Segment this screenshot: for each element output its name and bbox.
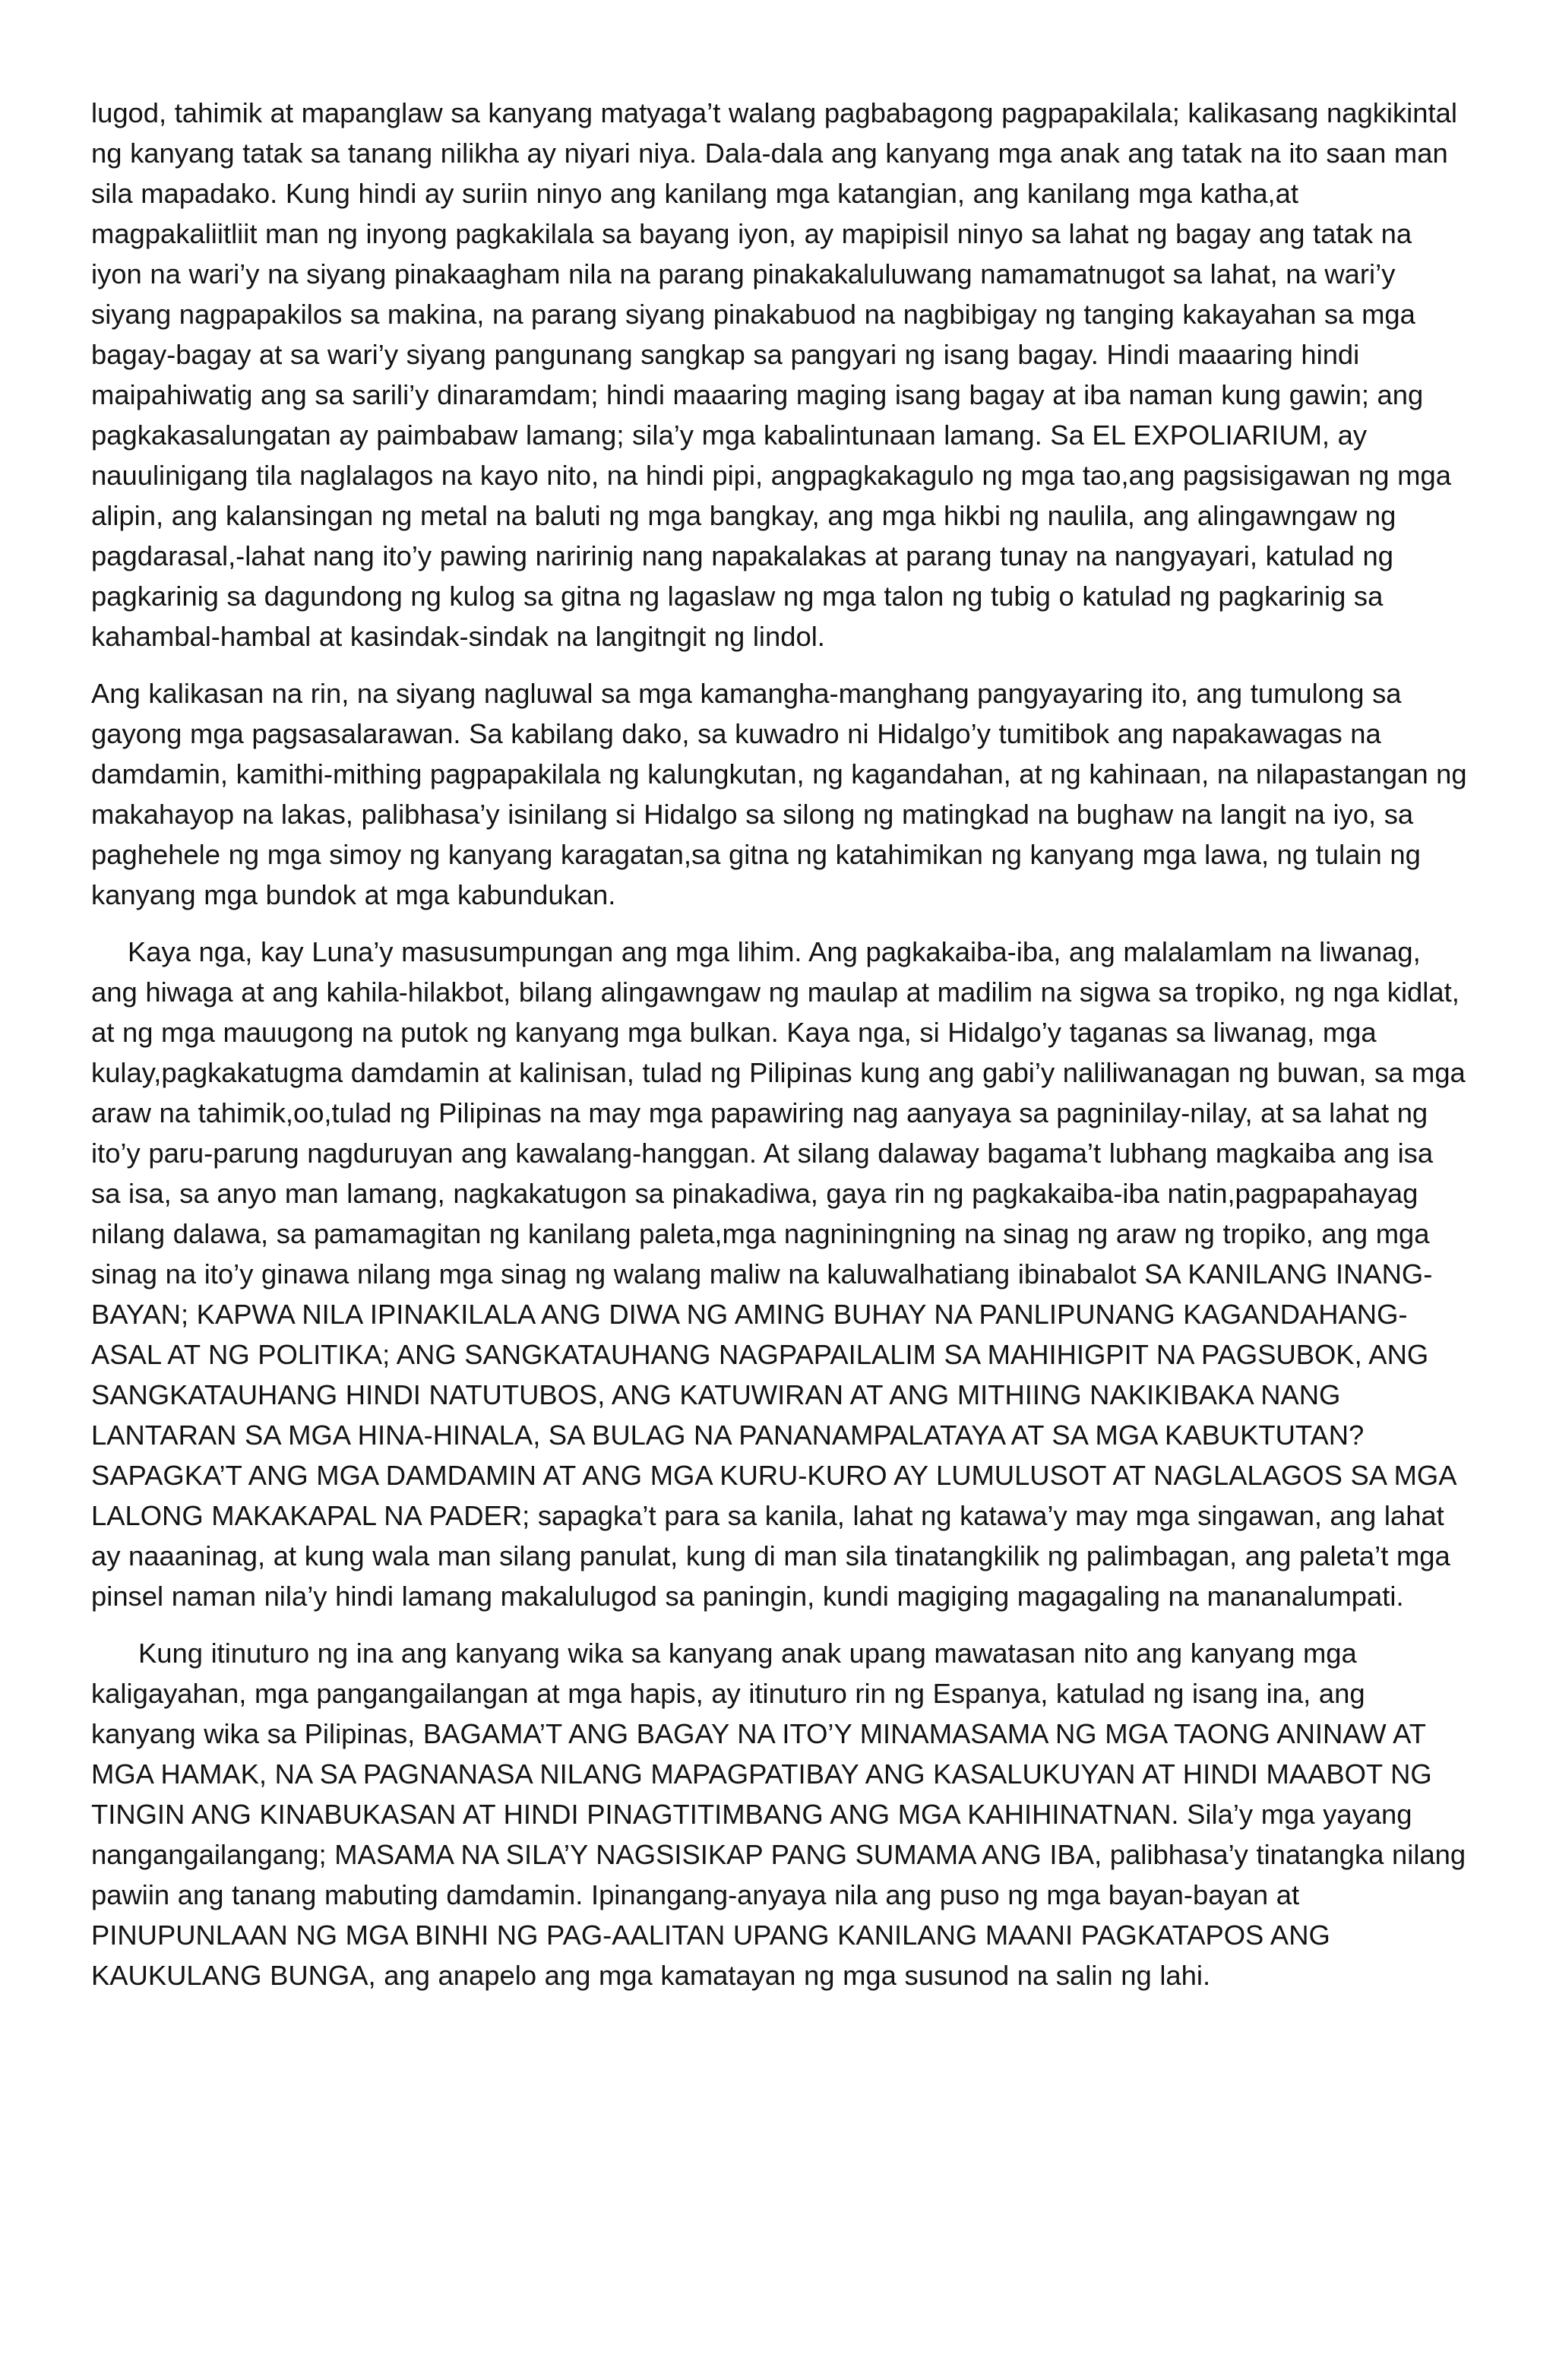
- paragraph-4: Kung itinuturo ng ina ang kanyang wika sa kanyang anak upang mawatasan nito ang kanyang mga kaligayahan, mga pangangailangan at mga hapis, ay itinuturo rin ng Espanya, katulad ng isang ina, ang kanyang wika sa Pilipinas, BAGAMA’T ANG BAGAY NA ITO’Y MINAMASAMA NG MGA TAONG ANINAW AT MGA HAMAK, NA SA PAGNANASA NILANG MAPAGPATIBAY ANG KASALUKUYAN AT HINDI MAABOT NG TINGIN ANG KINABUKASAN AT HINDI PINAGTITIMBANG ANG MGA KAHIHINATNAN. Sila’y mga yayang nangangailangang; MASAMA NA SILA’Y NAGSISIKAP PANG SUMAMA ANG IBA, palibhasa’y tinatangka nilang pawiin ang tanang mabuting damdamin. Ipinangang-anyaya nila ang puso ng mga bayan-bayan at PINUPUNLAAN NG MGA BINHI NG PAG-AALITAN UPANG KANILANG MAANI PAGKATAPOS ANG KAUKULANG BUNGA, ang anapelo ang mga kamatayan ng mga susunod na salin ng lahi.: [91, 1638, 1466, 1991]
- paragraph-1: lugod, tahimik at mapanglaw sa kanyang matyaga’t walang pagbabagong pagpapakilala; kalikasang nagkikintal ng kanyang tatak sa tanang nilikha ay niyari niya. Dala-dala ang kanyang mga anak ang tatak na ito saan man sila mapadako. Kung hindi ay suriin ninyo ang kanilang mga katangian, ang kanilang mga katha,at magpakaliitliit man ng inyong pagkakilala sa bayang iyon, ay mapipisil ninyo sa lahat ng bagay ang tatak na iyon na wari’y na siyang pinakaagham nila na parang pinakakaluluwang namamatnugot sa lahat, na wari’y siyang nagpapakilos sa makina, na parang siyang pinakabuod na nagbibigay ng tanging kakayahan sa mga bagay-bagay at sa wari’y siyang pangunang sangkap sa pangyari ng isang bagay. Hindi maaaring hindi maipahiwatig ang sa sarili’y dinaramdam; hindi maaaring maging isang bagay at iba naman kung gawin; ang pagkakasalungatan ay paimbabaw lamang; sila’y mga kabalintunaan lamang. Sa EL EXPOLIARIUM, ay nauulinigang tila naglalagos na kayo nito, na hindi pipi, angpagkakagulo ng mga tao,ang pagsisigawan ng mga alipin, ang kalansingan ng metal na baluti ng mga bangkay, ang mga hikbi ng naulila, ang alingawngaw ng pagdarasal,-lahat nang ito’y pawing naririnig nang napakalakas at parang tunay na nangyayari, katulad ng pagkarinig sa dagundong ng kulog sa gitna ng lagaslaw ng mga talon ng tubig o katulad ng pagkarinig sa kahambal-hambal at kasindak-sindak na langitngit ng lindol.: [91, 97, 1457, 652]
- paragraph-3: Kaya nga, kay Luna’y masusumpungan ang mga lihim. Ang pagkakaiba-iba, ang malalamlam na liwanag, ang hiwaga at ang kahila-hilakbot, bilang alingawngaw ng maulap at madilim na sigwa sa tropiko, ng nga kidlat, at ng mga mauugong na putok ng kanyang mga bulkan. Kaya nga, si Hidalgo’y taganas sa liwanag, mga kulay,pagkakatugma damdamin at kalinisan, tulad ng Pilipinas kung ang gabi’y naliliwanagan ng buwan, sa mga araw na tahimik,oo,tulad ng Pilipinas na may mga papawiring nag aanyaya sa pagninilay-nilay, at sa lahat ng ito’y paru-parung nagduruyan ang kawalang-hanggan. At silang dalaway bagama’t lubhang magkaiba ang isa sa isa, sa anyo man lamang, nagkakatugon sa pinakadiwa, gaya rin ng pagkakaiba-iba natin,pagpapahayag nilang dalawa, sa pamamagitan ng kanilang paleta,mga nagniningning na sinag ng araw ng tropiko, ang mga sinag na ito’y ginawa nilang mga sinag ng walang maliw na kaluwalhatiang ibinabalot SA KANILANG INANG-BAYAN; KAPWA NILA IPINAKILALA ANG DIWA NG AMING BUHAY NA PANLIPUNANG KAGANDAHANG-ASAL AT NG POLITIKA; ANG SANGKATAUHANG NAGPAPAILALIM SA MAHIHIGPIT NA PAGSUBOK, ANG SANGKATAUHANG HINDI NATUTUBOS, ANG KATUWIRAN AT ANG MITHIING NAKIKIBAKA NANG LANTARAN SA MGA HINA-HINALA, SA BULAG NA PANANAMPALATAYA AT SA MGA KABUKTUTAN? SAPAGKA’T ANG MGA DAMDAMIN AT ANG MGA KURU-KURO AY LUMULUSOT AT NAGLALAGOS SA MGA LALONG MAKAKAPAL NA PADER; sapagka’t para sa kanila, lahat ng katawa’y may mga singawan, ang lahat ay naaaninag, at kung wala man silang panulat, kung di man sila tinatangkilik ng palimbagan, ang paleta’t mga pinsel naman nila’y hindi lamang makalulugod sa paningin, kundi magiging magagaling na mananalumpati.: [91, 936, 1466, 1612]
- paragraph-2: Ang kalikasan na rin, na siyang nagluwal sa mga kamangha-manghang pangyayaring ito, ang tumulong sa gayong mga pagsasalarawan. Sa kabilang dako, sa kuwadro ni Hidalgo’y tumitibok ang napakawagas na damdamin, kamithi-mithing pagpapakilala ng kalungkutan, ng kagandahan, at ng kahinaan, na nilapastangan ng makahayop na lakas, palibhasa’y isinilang si Hidalgo sa silong ng matingkad na bughaw na langit na iyo, sa paghehele ng mga simoy ng kanyang karagatan,sa gitna ng katahimikan ng kanyang mga lawa, ng tulain ng kanyang mga bundok at mga kabundukan.: [91, 678, 1467, 910]
- document-page: [91, 93, 1470, 1995]
